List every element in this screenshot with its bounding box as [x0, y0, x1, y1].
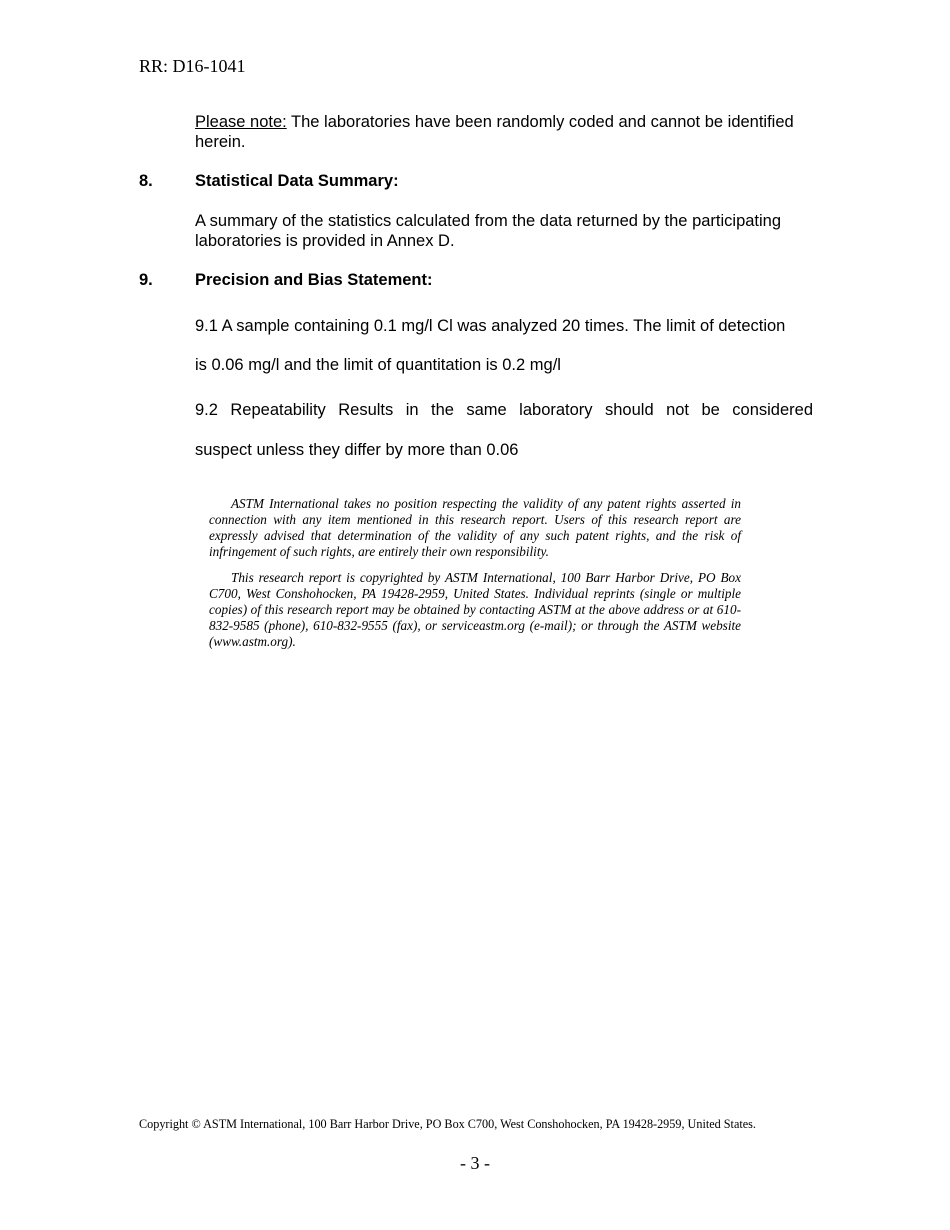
section-8-number: 8.	[139, 172, 153, 190]
note-label: Please note:	[195, 113, 287, 131]
page-number: - 3 -	[460, 1153, 490, 1173]
patent-disclaimer	[209, 496, 741, 560]
section-9-heading	[139, 270, 433, 290]
note-paragraph	[195, 112, 795, 152]
note-text: The laboratories have been randomly coded and cannot be identified herein.	[195, 113, 794, 151]
section-8-body: A summary of the statistics calculated from the data returned by the participating laboratories is provided in Annex D.	[195, 212, 782, 250]
patent-disclaimer-text: ASTM International takes no position respecting the validity of any patent rights asserted in connection with any item mentioned in this research report. Users of this research report are expressly advised that determination of the validity of any such patent rights, and the risk of infringement of such rights, are entirely their own responsibility.	[209, 496, 741, 559]
section-9-number: 9.	[139, 271, 153, 289]
section-8-title: Statistical Data Summary:	[195, 172, 399, 190]
section-9-title: Precision and Bias Statement:	[195, 271, 433, 289]
copyright-notice	[209, 570, 741, 650]
footer-copyright: Copyright © ASTM International, 100 Barr Harbor Drive, PO Box C700, West Conshohocken, PA 19428-2959, United States.	[139, 1117, 756, 1131]
repeatability-line-2: suspect unless they differ by more than 0.06	[195, 441, 519, 459]
section-8-heading	[139, 171, 399, 191]
repeatability-line-1: 9.2 Repeatability Results in the same laboratory should not be considered	[195, 401, 813, 419]
copyright-notice-text: This research report is copyrighted by ASTM International, 100 Barr Harbor Drive, PO Box C700, West Conshohocken, PA 19428-2959, United States. Individual reprints (single or multiple copies) of this research report may be obtained by contacting ASTM at the above address or at 610-832-9585 (phone), 610-832-9555 (fax), or serviceastm.org (e-mail); or through the ASTM website (www.astm.org).	[209, 570, 741, 649]
report-id-header: RR: D16-1041	[139, 56, 246, 76]
precision-line-1: 9.1 A sample containing 0.1 mg/l Cl was analyzed 20 times. The limit of detection	[195, 317, 786, 335]
precision-line-2: is 0.06 mg/l and the limit of quantitation is 0.2 mg/l	[195, 356, 561, 374]
